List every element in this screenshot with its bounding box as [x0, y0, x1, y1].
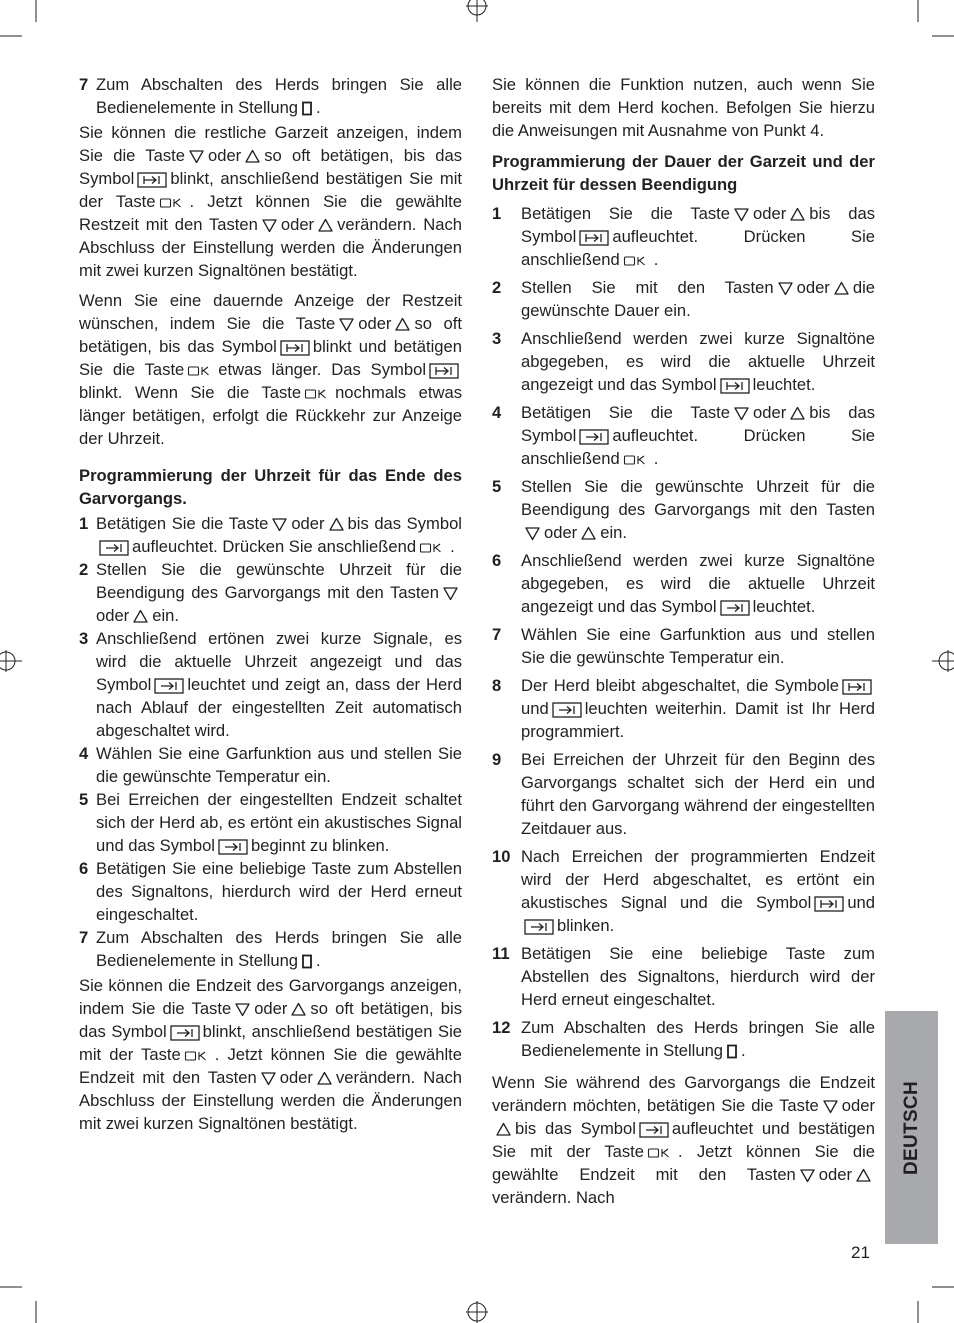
section-heading: Programmierung der Dauer der Garzeit und der Uhrzeit für dessen Beendigung [492, 152, 875, 194]
list-item: 5 Stellen Sie die gewünschte Uhrzeit für die Beendigung des Garvorgangs mit den Tastenoder ein. [492, 477, 875, 542]
language-label: DEUTSCH [900, 1080, 922, 1175]
list-item: 3 Anschließend werden zwei kurze Signaltöne abgegeben, es wird die aktuelle Uhrzeit angezeigt und das Symbol leuchtet. [492, 329, 875, 394]
page-number: 21 [851, 1243, 870, 1262]
list-item: 5 Bei Erreichen der eingestellten Endzeit schaltet sich der Herd ab, es ertönt ein akustisches Signal und das Symbol beginnt zu blinken. [79, 790, 462, 855]
list-item: 7 Zum Abschalten des Herds bringen Sie alle Bedienelemente in Stellung . [79, 928, 462, 970]
list-item: 3 Anschließend ertönen zwei kurze Signale, es wird die aktuelle Uhrzeit angezeigt und das Symbol leuchtet und zeigt an, dass der Herd nach Ablauf der eingestellten Zeit automatisch abgeschaltet wird. [79, 629, 462, 740]
list-item: 1 Betätigen Sie die Taste oder bis das Symbolaufleuchtet. Drücken Sie anschließend . [79, 514, 462, 556]
list-item: 6 Anschließend werden zwei kurze Signaltöne abgegeben, es wird die aktuelle Uhrzeit angezeigt und das Symbol leuchtet. [492, 551, 875, 616]
list-item: 10 Nach Erreichen der programmierten Endzeit wird der Herd abgeschaltet, es ertönt ein akustisches Signal und die Symbol undblinken. [492, 847, 875, 935]
step-number: 7 [79, 75, 89, 94]
list-item: 4 Wählen Sie eine Garfunktion aus und stellen Sie die gewünschte Temperatur ein. [79, 744, 462, 786]
list-item: 2 Stellen Sie mit den Tasten oder die gewünschte Dauer ein. [492, 278, 875, 320]
list-item: 1 Betätigen Sie die Taste oder bis das Symbol aufleuchtet. Drücken Sie anschließend . [492, 204, 876, 269]
paragraph: Sie können die restliche Garzeit anzeigen, indem Sie die Taste oder so oft betätigen, bis das Symbol blinkt, anschließend bestätigen Sie mit der Taste . Jetzt können Sie die gewählte Restzeit mit den Tasten oder verändern. Nach Abschluss der Einstellung werden die Änderungen mit zwei kurzen Signaltönen bestätigt. [79, 123, 462, 280]
paragraph: Wenn Sie während des Garvorgangs die Endzeit verändern möchten, betätigen Sie die Taste oderbis das Symbol aufleuchtet und bestätigen Sie mit der Taste . Jetzt können Sie die gewählte Endzeit mit den Tasten oderverändern. Nach [492, 1073, 875, 1207]
list-item: 9 Bei Erreichen der Uhrzeit für den Beginn des Garvorgangs schaltet sich der Herd ein und führt den Garvorgang während der eingestellten Zeitdauer aus. [492, 750, 875, 838]
list-item: 4 Betätigen Sie die Taste oder bis das Symbol aufleuchtet. Drücken Sie anschließend . [492, 403, 876, 468]
paragraph: Wenn Sie eine dauernde Anzeige der Restzeit wünschen, indem Sie die Taste oder so oft betätigen, bis das Symbol blinkt und betätigen Sie die Taste etwas länger. Das Symbolblinkt. Wenn Sie die Taste nochmals etwas länger betätigen, erfolgt die Rückkehr zur Anzeige der Uhrzeit. [79, 291, 462, 448]
list-item: 2 Stellen Sie die gewünschte Uhrzeit für die Beendigung des Garvorgangs mit den Tastenoder ein. [79, 560, 462, 625]
list-item: 7 Wählen Sie eine Garfunktion aus und stellen Sie die gewünschte Temperatur ein. [492, 625, 875, 667]
paragraph: Sie können die Endzeit des Garvorgangs anzeigen, indem Sie die Taste oder so oft betätigen, bis das Symbol blinkt, anschließend bestätigen Sie mit der Taste . Jetzt können Sie die gewählte Endzeit mit den Tasten oder verändern. Nach Abschluss der Einstellung werden die Änderungen mit zwei kurzen Signaltönen bestätigt. [79, 976, 462, 1133]
list-item: 12 Zum Abschalten des Herds bringen Sie alle Bedienelemente in Stellung . [492, 1018, 875, 1060]
paragraph: Sie können die Funktion nutzen, auch wenn Sie bereits mit dem Herd kochen. Befolgen Sie hierzu die Anweisungen mit Ausnahme von Punkt 4. [492, 75, 875, 140]
list-item: 6 Betätigen Sie eine beliebige Taste zum Abstellen des Signaltons, hierdurch wird der Herd erneut eingeschaltet. [79, 859, 462, 924]
section-heading: Programmierung der Uhrzeit für das Ende des Garvorgangs. [79, 466, 462, 508]
list-item: 11 Betätigen Sie eine beliebige Taste zum Abstellen des Signaltons, hierdurch wird der Herd erneut eingeschaltet. [492, 944, 875, 1009]
list-item: 7 Zum Abschalten des Herds bringen Sie alle Bedienelemente in Stellung . [79, 75, 462, 117]
list-item: 8 Der Herd bleibt abgeschaltet, die Symboleund leuchten weiterhin. Damit ist Ihr Herd programmiert. [492, 676, 875, 741]
